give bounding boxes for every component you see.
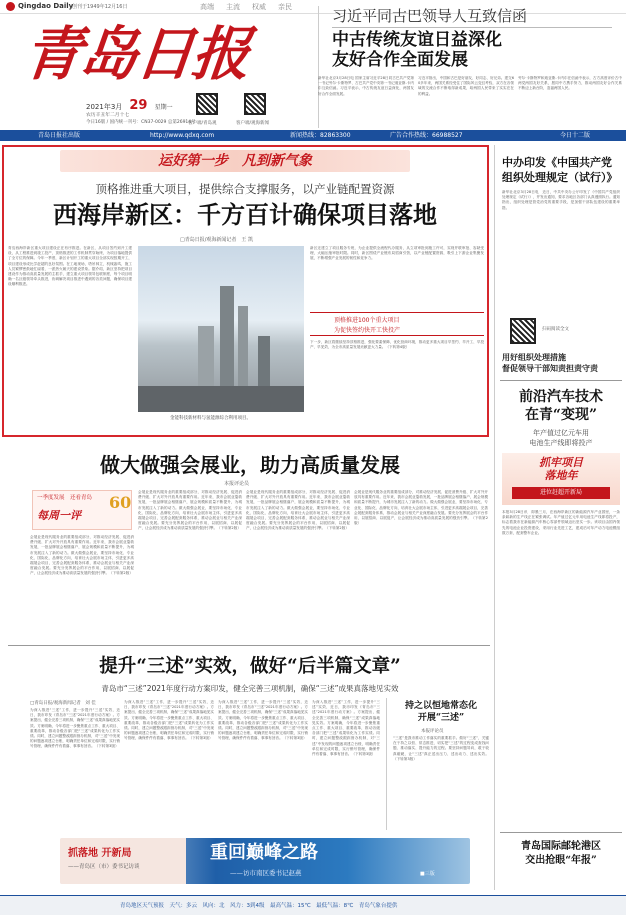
weather-footer-text: 青岛地区天气预报 天气：多云 风向：北 风力：3到4级 最高气温：15℃ 最低气温：8℃ 青岛气象台提供 [120,903,398,909]
photo-ground [138,386,304,412]
bottom-banner-main: 重回巅峰之路 [210,842,318,863]
news-hotline: 新闻热线：82863300 [290,132,351,139]
lead-story-banner [60,150,410,172]
right-story-2-title: 用好组织处理措施 督促领导干部知责担责守责 [502,352,598,373]
comment-badge-top: 一季度发展 还看青岛 [37,495,93,501]
story3-subheadline: 青岛市“三述”2021年度行动方案印发，健全完善三项机制，确保“三述”成果真落地见实效 [101,684,399,693]
story2-body-col-2: 会展业是现代服务业的重要组成部分，对推动经济发展、促进消费升级、扩大对外开放具有重要作用。近年来，我市会展业蓬勃发展，一批品牌展会相继落户，展会规模和质量不断提升，为城市发展注入了新的动力。做大做强会展业，要坚持市场化、专业化、国际化、品牌化方向，培育壮大会展市场主体，引进更多高端展会项目，完善会展配套服务体系，推动会展业与相关产业深度融合发展。要充分发挥展会的平台作用，以展招商、以展促产，让会展经济成为推动高质量发展的强劲引擎。（下转第2版） [138,490,242,531]
bottom-banner-sub: ——访市南区委书记赵燕 [230,869,302,877]
masthead-tag-4: 亲民 [278,3,292,11]
bottom-banner[interactable] [60,838,470,884]
bottom-banner-page-ref: ■三版 [420,871,435,877]
website-link[interactable]: http://www.qdxq.com [150,132,215,139]
story2-body-col-1: 会展业是现代服务业的重要组成部分，对推动经济发展、促进消费升级、扩大对外开放具有重要作用。近年来，我市会展业蓬勃发展，一批品牌展会相继落户，展会规模和质量不断提升，为城市发展注入了新的动力。做大做强会展业，要坚持市场化、专业化、国际化、品牌化方向，培育壮大会展市场主体，引进更多高端展会项目，完善会展配套服务体系，推动会展业与相关产业深度融合发展。要充分发挥展会的平台作用，以展招商、以展促产，让会展经济成为推动高质量发展的强劲引擎。（下转第2版） [30,535,134,576]
project-banner-title: 抓牢项目 落地年 [539,456,583,482]
pullquote-line-1: 顶格推进100个重大项目 [334,317,400,324]
ad-hotline: 广告合作热线：66988527 [390,132,463,139]
story2-source: 本报评论员 [224,481,250,487]
story3-byline: □青岛日报/观海新闻记者 刘 佳 [30,701,96,706]
page-count: 今日十二版 [560,132,591,139]
story3-sidebar-source: 本报评论员 [421,729,444,734]
top-story-body-2: 习近平指出，中国和古巴是好朋友、好同志、好兄弟。建交60多年来，两国关系经受住了国际风云变幻考验，双方在各领域的交流合作不断取得新成果，给两国人民带来了实实在在的利益。 [418,76,514,96]
lead-story-pullquote [310,312,484,336]
qr-label-2: 客户端/观海新闻 [236,121,270,126]
newspaper-title: 青岛日报 [20,20,252,88]
story3-body-col-1: 为深入推进“三述”工作，进一步提升“三述”实效，近日，我市印发《青岛市“三述”2021年度行动方案》。方案提出，健全完善三项机制，确保“三述”成果真落地见实效。方案明确，今年将进一步聚焦重点工作、重大项目、重要改革，推动各级各部门把“三述”成果转化为工作实绩。同时，建立问题整改跟踪督办机制，对“三述”中发现的问题逐项建立台账，明确责任单位和完成时限，实行销号管理，确保件件有着落、事事有回音。（下转第3版） [30,708,120,749]
story3-sidebar-body: “三述”是我市推动工作落实的重要抓手。做好“三述”，关键在于持之以恒、常态推进，切实把“三述”的过程变成查找问题、推动落实、提升能力的过程。要坚持问题导向，敢于较真碰硬，让“三述”真正述出压力、述出动力、述出实效。（下转第3版） [393,736,489,761]
project-banner-sub: 进位赶超开新局 [512,487,610,499]
masthead-tag-3: 权威 [252,3,266,11]
right-story-3-body: 本报3月28日讯 即墨三月，在西海岸新区的新能源汽车产业园里，一条条崭新的生产线正在紧张调试。年产值过亿元车用电池生产线即将投产，标志着我市在新能源汽车核心零部件领域迈出坚实一步。该项目由国内领先的电池企业投资建设，采用行业先进工艺，建成后可年产动力电池模组数万套，配套整车企业。 [502,510,620,535]
right-qr-label: 扫码阅读全文 [542,327,569,332]
masthead-tag-2: 主流 [226,3,240,11]
weather-footer [0,895,626,915]
right-story-4-title: 青岛国际邮轮港区 交出抢眼“年报” [521,841,601,866]
masthead-info-bar [0,130,626,141]
masthead-english-name: Qingdao Daily [18,2,74,10]
pullquote-line-2: 为促快签约快开工快投产 [334,327,401,334]
masthead-founded: 创刊于1949年12月16日 [72,4,128,10]
lead-story-body-left: 青岛西海岸新区重大项目建设正在有序推进。在新区，从项目签约到开工建设，从工程推进到竣工投产，顶格推进的工作机制贯穿始终，为项目落地提供了全方位的保障。今年一季度，新区计划开工的重大项目全部实现按期开工，项目建设形成比学赶超的良好氛围。在工地现场，塔吊林立，机械轰鸣，施工人员紧锣密鼓地忙碌着，一派热火朝天的建设景象。据介绍，新区坚持把项目建设作为推动高质量发展的主抓手，建立重大项目领导包联制度，每个项目明确一名区级领导牵头推进，协调解决项目推进中遇到的各类问题，确保项目建设顺利推进。 [8,246,132,287]
lead-story-body-right: 新区还建立了项目服务专班，为企业提供全流程代办服务，从立项审批到施工许可，实现并联审批、容缺受理，大幅压缩审批时限。同时，新区围绕产业链布局招商引资，以产业链配置资源，吸引上下游企业集聚发展，不断增强产业发展的韧性和竞争力。 [310,246,484,261]
lead-story-body-end: 下一步，新区将继续坚持顶格推进，强化要素保障，优化营商环境，推动更多重大项目早签约、早开工、早投产、早见效，为全市高质量发展贡献更大力量。（下转第4版） [310,340,484,350]
lead-story-photo-caption: 金能科技新材料与氢能源综合利用项目。 [170,416,251,421]
comment-badge-number: 60 [109,493,132,512]
story2-body-col-4: 会展业是现代服务业的重要组成部分，对推动经济发展、促进消费升级、扩大对外开放具有重要作用。近年来，我市会展业蓬勃发展，一批品牌展会相继落户，展会规模和质量不断提升，为城市发展注入了新的动力。做大做强会展业，要坚持市场化、专业化、国际化、品牌化方向，培育壮大会展市场主体，引进更多高端展会项目，完善会展配套服务体系，推动会展业与相关产业深度融合发展。要充分发挥展会的平台作用，以展招商、以展促产，让会展经济成为推动高质量发展的强劲引擎。（下转第2版） [354,490,488,526]
top-headline-kicker: 习近平同古巴领导人互致信函 [332,7,528,25]
comment-badge [32,490,132,530]
qr-label-1: 客户端/青岛观 [188,121,217,126]
top-story-body-3: 劳尔·卡斯特罗和迪亚斯-卡内尔在信函中表示，古方高度评价古中两党两国友好关系，愿同中方携手努力，推动两国友好合作关系不断迈上新台阶，造福两国人民。 [518,76,622,91]
issue-date-year-month: 2021年3月 [86,103,123,111]
top-headline-rule [332,27,612,28]
masthead-tag-1: 高端 [200,3,214,11]
right-divider-1 [500,380,622,381]
story3-body-col-3: 为深入推进“三述”工作，进一步提升“三述”实效，近日，我市印发《青岛市“三述”2021年度行动方案》。方案提出，健全完善三项机制，确保“三述”成果真落地见实效。方案明确，今年将进一步聚焦重点工作、重大项目、重要改革，推动各级各部门把“三述”成果转化为工作实绩。同时，建立问题整改跟踪督办机制，对“三述”中发现的问题逐项建立台账，明确责任单位和完成时限，实行销号管理，确保件件有着落、事事有回音。（下转第3版） [218,700,308,741]
comment-badge-title: 每周一评 [37,509,81,522]
right-qr-code[interactable] [510,318,536,344]
top-headline-main: 中古传统友谊日益深化 友好合作全面发展 [332,30,502,70]
issue-date-day: 29 [129,98,148,113]
lunar-date: 农历辛丑年二月十七 [86,113,130,118]
right-story-3-title: 前沿汽车技术 在青“变现” [519,389,603,423]
story2-body-col-3: 会展业是现代服务业的重要组成部分，对推动经济发展、促进消费升级、扩大对外开放具有重要作用。近年来，我市会展业蓬勃发展，一批品牌展会相继落户，展会规模和质量不断提升，为城市发展注入了新的动力。做大做强会展业，要坚持市场化、专业化、国际化、品牌化方向，培育壮大会展市场主体，引进更多高端展会项目，完善会展配套服务体系，推动会展业与相关产业深度融合发展。要充分发挥展会的平台作用，以展招商、以展促产，让会展经济成为推动高质量发展的强劲引擎。（下转第2版） [246,490,350,531]
qr-code-1[interactable] [196,93,218,115]
bottom-banner-left-panel [60,838,186,884]
project-banner [502,453,620,505]
story2-rule [8,645,490,646]
lead-story-byline: □青岛日报/观海新闻记者 王 凯 [180,237,253,243]
bottom-banner-left-title: 抓落地 开新局 [68,848,132,859]
top-story-body-1: 新华社北京3月28日电 国家主席习近平28日同古巴共产党第一书记劳尔·卡斯特罗、古巴共产党中央第一书记迪亚斯-卡内尔互致信函。习近平表示，中古传统友谊日益深化，两国友好合作全面发展。 [318,76,414,96]
story3-sidebar-title: 持之以恒地常态化 开展“三述” [404,701,477,723]
story3-headline: 提升“三述”实效，做好“后半篇文章” [99,656,401,677]
bottom-banner-left-sub: ——青岛区（市）委书记访谈 [68,864,140,870]
right-story-1-body: 新华社北京3月28日电 近日，中共中央办公厅印发了《中国共产党组织处理规定（试行）》，并发出通知，要求各地区各部门认真遵照执行。通知指出，组织处理是管党治党的重要手段，是加强干部队伍建设的重要举措。 [502,190,620,210]
right-divider-2 [500,832,622,833]
lead-story-banner-text: 运好第一步 凡到新气象 [158,153,312,169]
right-story-3-subtitle: 年产值过亿元车用 电池生产线即将投产 [529,429,593,447]
lead-story-kicker: 顶格推进重大项目，提供综合支撑服务，以产业链配置资源 [95,182,395,196]
lead-story-photo [138,246,304,412]
story3-body-col-4: 为深入推进“三述”工作，进一步提升“三述”实效，近日，我市印发《青岛市“三述”2021年度行动方案》。方案提出，健全完善三项机制，确保“三述”成果真落地见实效。方案明确，今年将进一步聚焦重点工作、重大项目、重要改革，推动各级各部门把“三述”成果转化为工作实绩。同时，建立问题整改跟踪督办机制，对“三述”中发现的问题逐项建立台账，明确责任单位和完成时限，实行销号管理，确保件件有着落、事事有回音。（下转第3版） [312,700,380,757]
masthead-logo-mark [6,2,15,11]
lead-story-headline: 西海岸新区：千方百计确保项目落地 [53,200,437,229]
qr-code-2[interactable] [244,93,266,115]
story3-sidebar [386,698,490,830]
right-story-1-title: 中办印发《中国共产党组织处理规定（试行）》 [502,156,618,184]
story2-headline: 做大做强会展业，助力高质量发展 [100,453,400,477]
right-col-divider [494,145,495,890]
story3-body-col-2: 为深入推进“三述”工作，进一步提升“三述”实效，近日，我市印发《青岛市“三述”2021年度行动方案》。方案提出，健全完善三项机制，确保“三述”成果真落地见实效。方案明确，今年将进一步聚焦重点工作、重大项目、重要改革，推动各级各部门把“三述”成果转化为工作实绩。同时，建立问题整改跟踪督办机制，对“三述”中发现的问题逐项建立台账，明确责任单位和完成时限，实行销号管理，确保件件有着落、事事有回音。（下转第3版） [124,700,214,741]
publisher: 青岛日报社出版 [38,132,81,139]
issue-weekday: 星期一 [154,104,173,111]
issue-info: 今日16版 / 国内统一刊号：CN37-0029 总第26914号 [86,120,196,125]
